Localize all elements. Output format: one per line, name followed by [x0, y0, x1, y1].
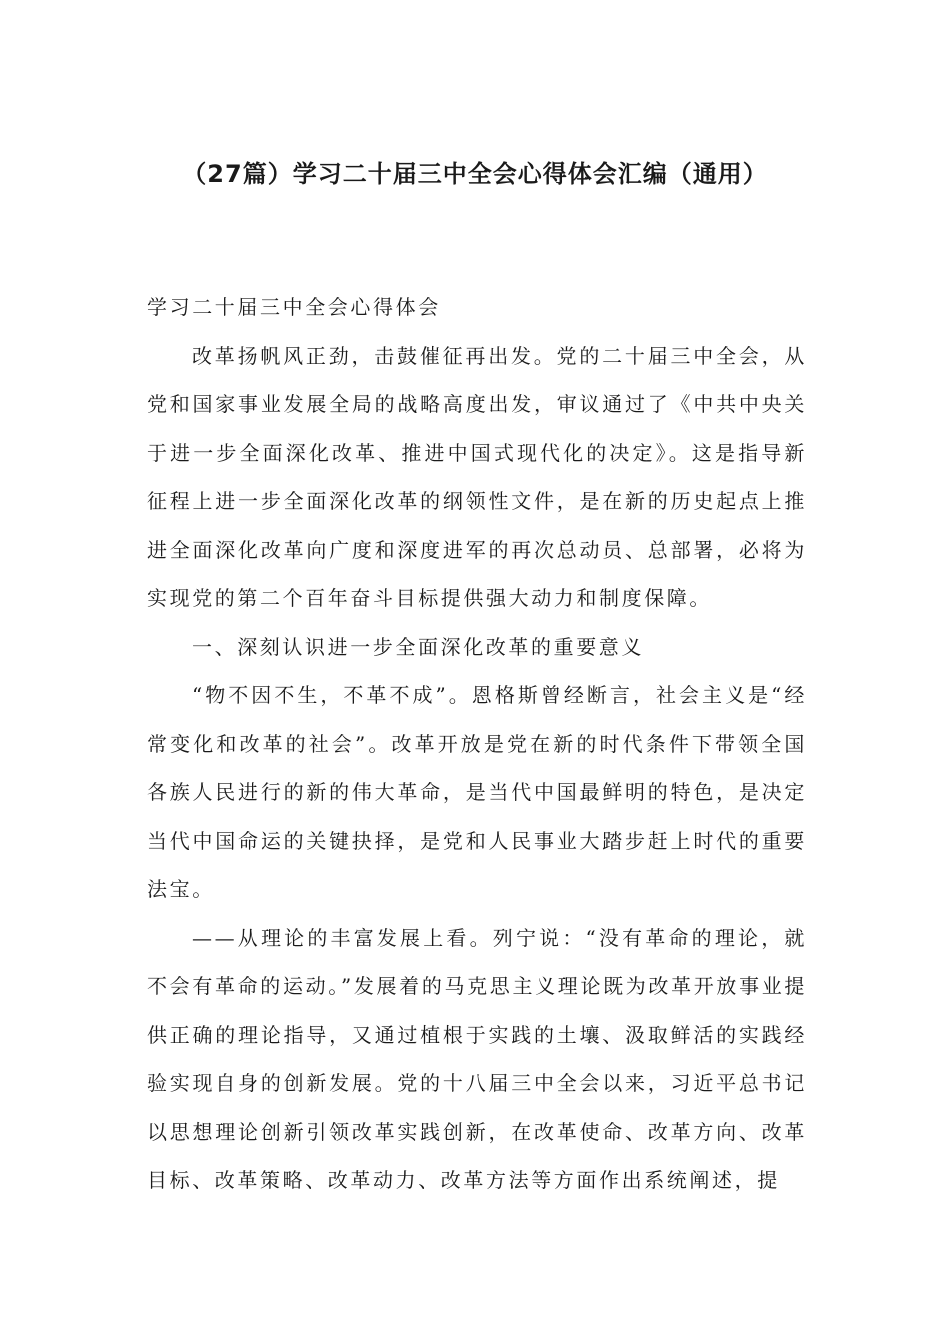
document-body: [147, 283, 807, 1205]
paragraph-intro: 改革扬帆风正劲，击鼓催征再出发。党的二十届三中全会，从党和国家事业发展全局的战略高度出发，审议通过了《中共中央关于进一步全面深化改革、推进中国式现代化的决定》。这是指导新征程上进一步全面深化改革的纲领性文件，是在新的历史起点上推进全面深化改革向广度和深度进军的再次总动员、总部署，必将为实现党的第二个百年奋斗目标提供强大动力和制度保障。: [147, 343, 807, 610]
document-title: （27篇）学习二十届三中全会心得体会汇编（通用）: [182, 160, 768, 188]
section-heading-1: 一、深刻认识进一步全面深化改革的重要意义: [192, 634, 644, 659]
paragraph-theory: ——从理论的丰富发展上看。列宁说：“没有革命的理论，就不会有革命的运动。”发展着的马克思主义理论既为改革开放事业提供正确的理论指导，又通过植根于实践的土壤、汲取鲜活的实践经验实现自身的创新发展。党的十八届三中全会以来，习近平总书记以思想理论创新引领改革实践创新，在改革使命、改革方向、改革目标、改革策略、改革动力、改革方法等方面作出系统阐述，提: [147, 925, 807, 1192]
section-subtitle: 学习二十届三中全会心得体会: [147, 295, 441, 319]
paragraph-quote: “物不因不生，不革不成”。恩格斯曾经断言，社会主义是“经常变化和改革的社会”。改革开放是党在新的时代条件下带领全国各族人民进行的新的伟大革命，是当代中国最鲜明的特色，是决定当代中国命运的关键抉择，是党和人民事业大踏步赶上时代的重要法宝。: [147, 683, 807, 901]
